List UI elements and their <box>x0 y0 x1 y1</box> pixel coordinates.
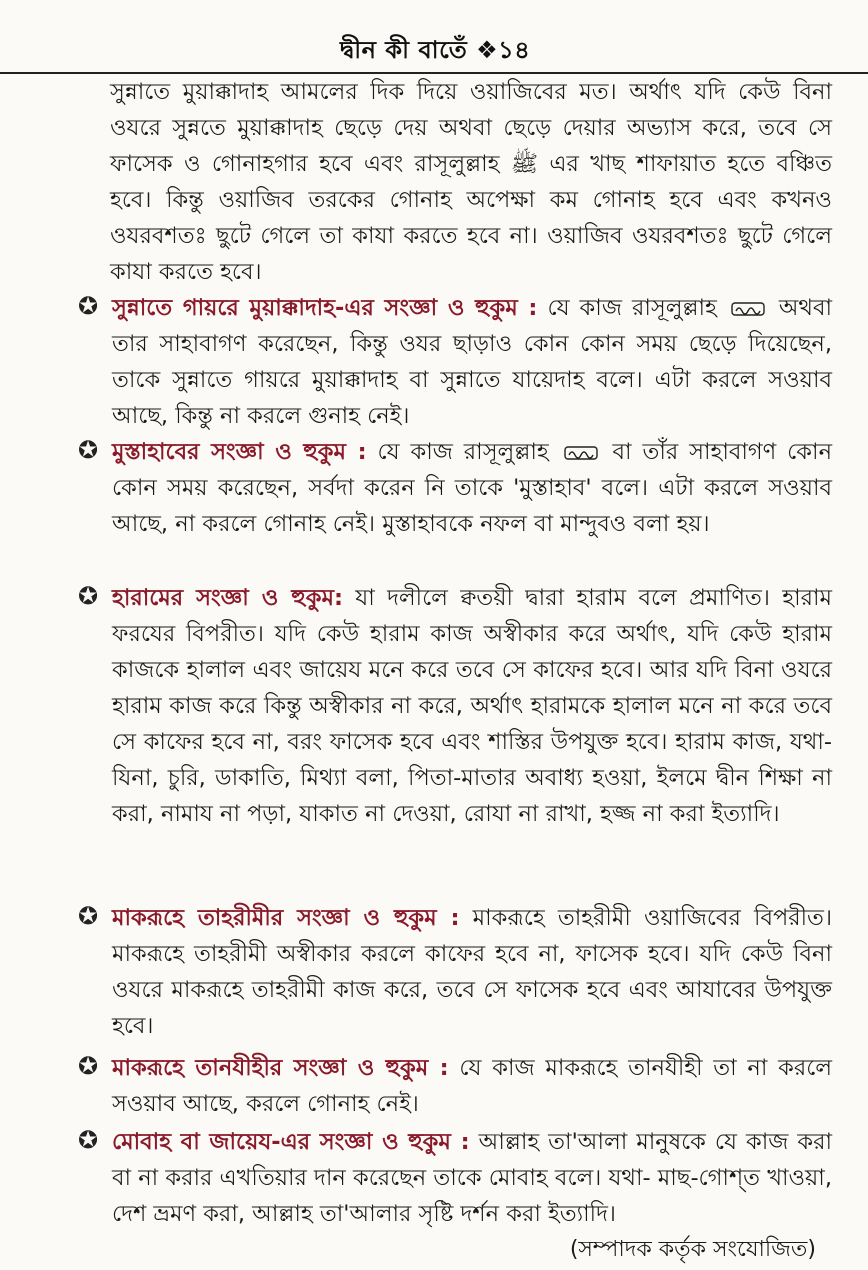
salawat-calligraphy-icon <box>564 445 598 461</box>
editor-credit: (সম্পাদক কর্তৃক সংযোজিত) <box>569 1237 816 1262</box>
section-heading: মোবাহ বা জায়েয-এর সংজ্ঞা ও হুকুম : <box>112 1129 470 1155</box>
section-text: যা দলীলে ক্বতয়ী দ্বারা হারাম বলে প্রমাণিত। হারাম ফরযের বিপরীত। যদি কেউ হারাম কাজ অস্বীকার করে অর্থাৎ, যদি কেউ হারাম কাজকে হালাল এবং জায়েয মনে করে তবে সে কাফের হবে। আর যদি বিনা ওযরে হারাম কাজ করে কিন্তু অস্বীকার না করে, অর্থাৎ হারামকে হালাল মনে না করে তবে সে কাফের হবে না, বরং ফাসেক হবে এবং শাস্তির উপযুক্ত হবে। হারাম কাজ, যথা-যিনা, চুরি, ডাকাতি, মিথ্যা বলা, পিতা-মাতার অবাধ্য হওয়া, ইলমে দ্বীন শিক্ষা না করা, নামায না পড়া, যাকাত না দেওয়া, রোযা না রাখা, হজ্জ না করা ইত্যাদি। <box>112 585 832 827</box>
section-heading: হারামের সংজ্ঞা ও হুকুম: <box>112 585 343 611</box>
section-body <box>112 290 832 434</box>
star-bullet-icon: ✪ <box>78 582 99 610</box>
star-bullet-icon: ✪ <box>78 436 99 464</box>
section-text-continued: বা তাঁর সাহাবাগণ কোন কোন সময় করেছেন, সর্বদা করেন নি তাকে 'মুস্তাহাব' বলে। এটা করলে সওয়াব আছে, না করলে গোনাহ নেই। মুস্তাহাবকে নফল বা মান্দুবও বলা হয়। <box>112 439 832 537</box>
star-bullet-icon: ✪ <box>78 902 99 930</box>
salawat-calligraphy-icon <box>731 301 765 317</box>
section-body <box>112 1124 832 1232</box>
section-text-continued: অথবা তার সাহাবাগণ করেছেন, কিন্তু ওযর ছাড়াও কোন কোন সময় ছেড়ে দিয়েছেন, তাকে সুন্নাতে গায়রে মুয়াক্কাদাহ বা সুন্নাতে যায়েদাহ বলে। এটা করলে সওয়াব আছে, কিন্তু না করলে গুনাহ নেই। <box>112 295 833 429</box>
section-text: যে কাজ মাকরূহে তানযীহী তা না করলে সওয়াব আছে, করলে গোনাহ নেই। <box>112 1055 833 1117</box>
section-heading: মুস্তাহাবের সংজ্ঞা ও হুকুম : <box>112 439 367 465</box>
section-text: যে কাজ রাসূলুল্লাহ <box>377 439 549 465</box>
section-heading: মাকরূহে তাহরীমীর সংজ্ঞা ও হুকুম : <box>112 905 460 931</box>
section-text: মাকরূহে তাহরীমী ওয়াজিবের বিপরীত। মাকরূহে তাহরীমী অস্বীকার করলে কাফের হবে না, ফাসেক হবে। যদি কেউ বিনা ওযরে মাকরূহে তাহরীমী কাজ করে, তবে সে ফাসেক হবে এবং আযাবের উপযুক্ত হবে। <box>112 905 832 1039</box>
section-body <box>112 900 832 1044</box>
star-bullet-icon: ✪ <box>78 1126 99 1154</box>
page-header-title: দ্বীন কী বাতেঁ ❖১৪ <box>340 36 531 64</box>
section-body <box>112 580 832 832</box>
section-heading: সুন্নাতে গায়রে মুয়াক্কাদাহ-এর সংজ্ঞা ও হুকুম : <box>112 295 538 321</box>
star-bullet-icon: ✪ <box>78 292 99 320</box>
section-text: যে কাজ রাসূলুল্লাহ <box>547 295 717 321</box>
section-body <box>112 434 832 542</box>
section-body <box>112 1050 832 1122</box>
section-heading: মাকরূহে তানযীহীর সংজ্ঞা ও হুকুম : <box>112 1055 449 1081</box>
intro-paragraph: সুন্নাতে মুয়াক্কাদাহ আমলের দিক দিয়ে ওয়াজিবের মত। অর্থাৎ যদি কেউ বিনা ওযরে সুন্নতে মুয়াক্কাদাহ ছেড়ে দেয় অথবা ছেড়ে দেয়ার অভ্যাস করে, তবে সে ফাসেক ও গোনাহগার হবে এবং রাসূলুল্লাহ ﷺ এর খাছ শাফায়াত হতে বঞ্চিত হবে। কিন্তু ওয়াজিব তরকের গোনাহ অপেক্ষা কম গোনাহ হবে এবং কখনও ওযরবশতঃ ছুটে গেলে তা কাযা করতে হবে না। ওয়াজিব ওযরবশতঃ ছুটে গেলে কাযা করতে হবে। <box>110 79 832 285</box>
section-text: আল্লাহ তা'আলা মানুষকে যে কাজ করা বা না করার এখতিয়ার দান করেছেন তাকে মোবাহ বলে। যথা- মাছ-গোশ্‌ত খাওয়া, দেশ ভ্রমণ করা, আল্লাহ তা'আলার সৃষ্টি দর্শন করা ইত্যাদি। <box>112 1129 833 1227</box>
star-bullet-icon: ✪ <box>78 1052 99 1080</box>
page-header <box>0 32 868 66</box>
